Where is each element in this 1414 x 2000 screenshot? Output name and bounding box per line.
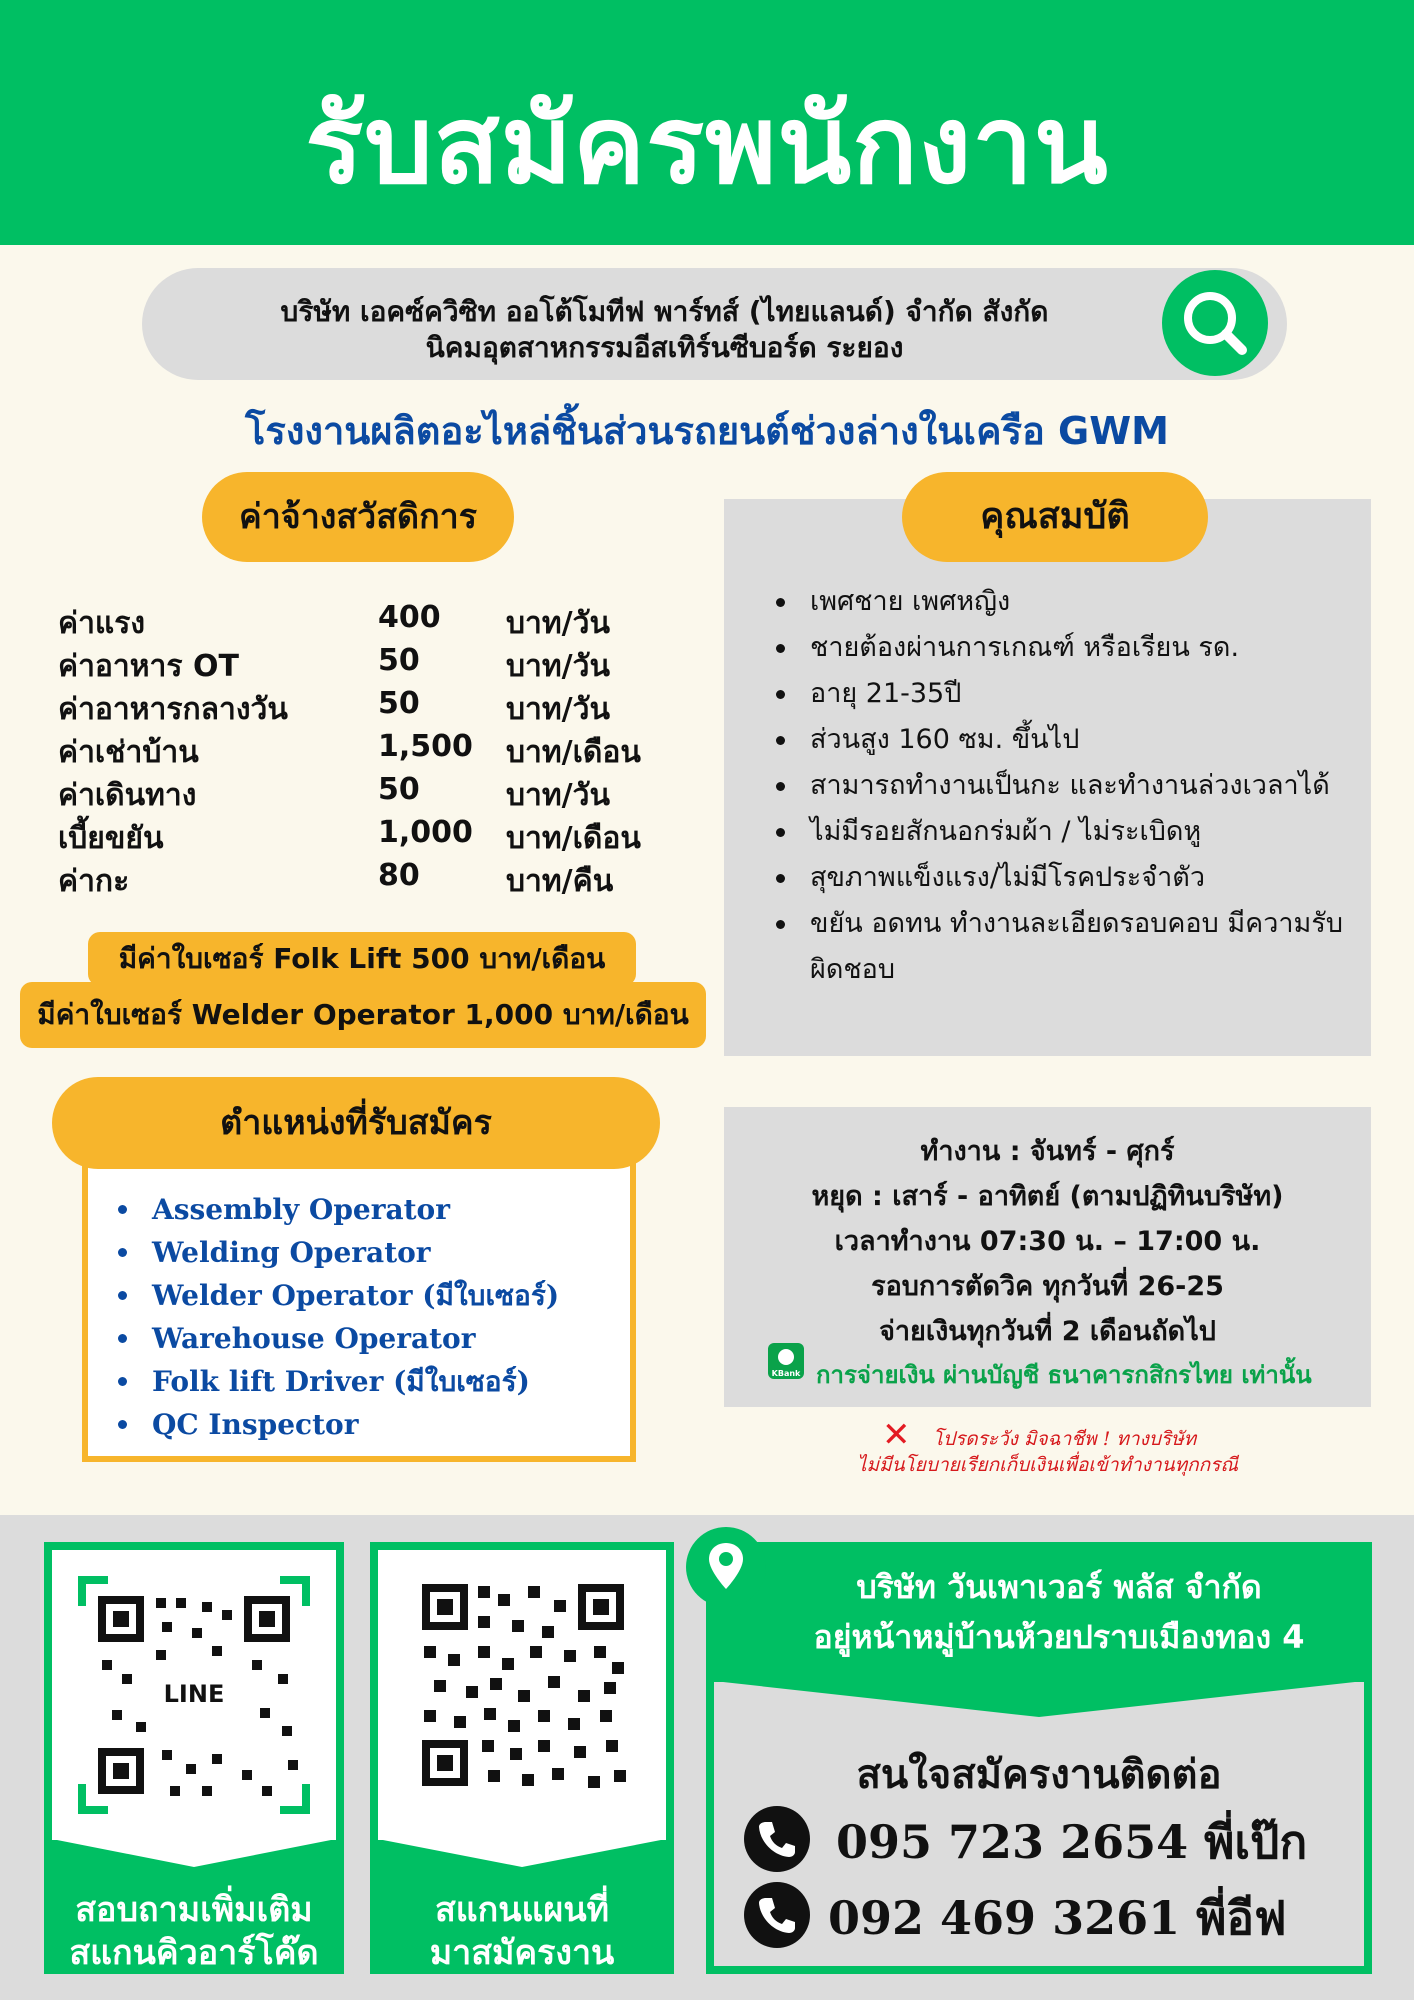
wage-row	[58, 729, 698, 772]
qualifications-heading	[902, 472, 1208, 562]
list-item: เพศชาย เพศหญิง	[776, 579, 1356, 625]
contact-location: อยู่หน้าหมู่บ้านห้วยปราบเมืองทอง 4	[813, 1618, 1305, 1656]
map-qr-card	[370, 1542, 674, 1974]
company-banner	[142, 268, 1287, 380]
list-item: อายุ 21-35ปี	[776, 671, 1356, 717]
factory-subtitle: โรงงานผลิตอะไหล่ชิ้นส่วนรถยนต์ช่วงล่างในเครือ GWM	[245, 409, 1169, 453]
phone-icon	[744, 1882, 810, 1948]
wage-label: ค่าอาหารกลางวัน	[58, 692, 288, 727]
contact-title: สนใจสมัครงานติดต่อ	[856, 1752, 1222, 1798]
list-item: ขยัน อดทน ทำงานละเอียดรอบคอบ มีความรับผิดชอบ	[776, 901, 1356, 993]
wage-unit: บาท/คืน	[506, 864, 614, 899]
wage-label: ค่าแรง	[58, 606, 146, 641]
list-item: Welding Operator	[118, 1231, 559, 1274]
qr2-caption-line1: สแกนแผนที่	[435, 1890, 609, 1930]
positions-list	[118, 1188, 559, 1446]
wage-row	[58, 772, 698, 815]
header-banner	[0, 0, 1414, 245]
wage-amount: 50	[378, 772, 420, 807]
wage-amount: 400	[378, 600, 441, 635]
company-name-line2: นิคมอุตสาหกรรมอีสเทิร์นซีบอร์ด ระยอง	[425, 331, 904, 364]
work-schedule-panel	[724, 1107, 1371, 1407]
phone-icon	[744, 1806, 810, 1872]
wage-label: ค่ากะ	[58, 864, 130, 899]
wage-row	[58, 643, 698, 686]
contact-company: บริษัท วันเพาเวอร์ พลัส จำกัด	[856, 1568, 1262, 1606]
positions-heading-text: ตำแหน่งที่รับสมัคร	[220, 1103, 492, 1143]
work-days: ทำงาน : จันทร์ - ศุกร์	[920, 1136, 1175, 1167]
list-item: Warehouse Operator	[118, 1317, 559, 1360]
wage-unit: บาท/วัน	[506, 649, 610, 684]
list-item: QC Inspector	[118, 1403, 559, 1446]
wage-amount: 50	[378, 686, 420, 721]
list-item: Assembly Operator	[118, 1188, 559, 1231]
wages-heading	[202, 472, 514, 562]
line-qr-code[interactable]	[52, 1550, 336, 1840]
search-icon	[1162, 270, 1268, 376]
wage-label: ค่าเช่าบ้าน	[58, 735, 199, 770]
wage-unit: บาท/วัน	[506, 778, 610, 813]
qr-frame	[52, 1550, 336, 1840]
positions-heading	[52, 1077, 660, 1169]
list-item: Welder Operator (มีใบเซอร์)	[118, 1274, 559, 1317]
forklift-license-badge: มีค่าใบเซอร์ Folk Lift 500 บาท/เดือน	[88, 932, 636, 986]
list-item: สามารถทำงานเป็นกะ และทำงานล่วงเวลาได้	[776, 763, 1356, 809]
wage-amount: 1,500	[378, 729, 473, 764]
wages-heading-text: ค่าจ้างสวัสดิการ	[238, 497, 478, 537]
positions-panel	[82, 1150, 636, 1462]
kbank-logo-icon	[768, 1343, 804, 1379]
scam-warning-line1: โปรดระวัง มิจฉาชีพ ! ทางบริษัท	[932, 1428, 1197, 1450]
location-pin-icon	[686, 1527, 766, 1607]
scam-warning-line2: ไม่มีนโยบายเรียกเก็บเงินเพื่อเข้าทำงานทุกกรณี	[856, 1454, 1239, 1476]
wage-amount: 50	[378, 643, 420, 678]
bank-note: การจ่ายเงิน ผ่านบัญชี ธนาคารกสิกรไทย เท่านั้น	[816, 1361, 1312, 1389]
wage-unit: บาท/เดือน	[506, 735, 641, 770]
qr1-caption-line1: สอบถามเพิ่มเติม	[75, 1890, 313, 1930]
list-item: Folk lift Driver (มีใบเซอร์)	[118, 1360, 559, 1403]
wage-row	[58, 600, 698, 643]
wage-row	[58, 858, 698, 901]
work-hours: เวลาทำงาน 07:30 น. – 17:00 น.	[834, 1226, 1261, 1257]
phone-number-1[interactable]: 095 723 2654 พี่เป๊ก	[836, 1815, 1308, 1869]
kbank-badge-text: KBank	[771, 1369, 801, 1378]
cutoff-date: รอบการตัดวิค ทุกวันที่ 26-25	[871, 1271, 1224, 1302]
qualifications-heading-text: คุณสมบัติ	[980, 496, 1130, 537]
line-qr-card	[44, 1542, 344, 1974]
wage-row	[58, 686, 698, 729]
wage-unit: บาท/วัน	[506, 606, 610, 641]
line-logo-text: LINE	[163, 1680, 225, 1708]
wage-unit: บาท/วัน	[506, 692, 610, 727]
welder-license-badge: มีค่าใบเซอร์ Welder Operator 1,000 บาท/เดือน	[20, 982, 706, 1048]
qr2-caption-line2: มาสมัครงาน	[429, 1933, 615, 1973]
company-name-line1: บริษัท เอคซ์ควิซิท ออโต้โมทีฟ พาร์ทส์ (ไทยแลนด์) จำกัด สังกัด	[280, 295, 1049, 328]
days-off: หยุด : เสาร์ - อาทิตย์ (ตามปฏิทินบริษัท)	[811, 1181, 1284, 1212]
list-item: ชายต้องผ่านการเกณฑ์ หรือเรียน รด.	[776, 625, 1356, 671]
wage-amount: 1,000	[378, 815, 473, 850]
page-title: รับสมัครพนักงาน	[305, 83, 1109, 208]
qualifications-list	[776, 579, 1356, 993]
pay-date: จ่ายเงินทุกวันที่ 2 เดือนถัดไป	[879, 1316, 1216, 1347]
wage-label: ค่าเดินทาง	[58, 778, 197, 813]
wage-amount: 80	[378, 858, 420, 893]
wage-label: ค่าอาหาร OT	[58, 649, 239, 684]
wage-table	[58, 600, 698, 901]
list-item: ไม่มีรอยสักนอกร่มผ้า / ไม่ระเบิดหู	[776, 809, 1356, 855]
list-item: ส่วนสูง 160 ซม. ขึ้นไป	[776, 717, 1356, 763]
wage-label: เบี้ยขยัน	[58, 821, 164, 856]
phone-number-2[interactable]: 092 469 3261 พี่อีฟ	[828, 1891, 1287, 1945]
qualifications-panel	[724, 499, 1371, 1056]
qr1-caption-line2: สแกนคิวอาร์โค๊ด	[69, 1933, 319, 1973]
qr-frame	[378, 1550, 666, 1840]
close-icon: ✕	[882, 1415, 911, 1455]
map-qr-code[interactable]	[378, 1550, 666, 1840]
list-item: สุขภาพแข็งแรง/ไม่มีโรคประจำตัว	[776, 855, 1356, 901]
wage-unit: บาท/เดือน	[506, 821, 641, 856]
wage-row	[58, 815, 698, 858]
